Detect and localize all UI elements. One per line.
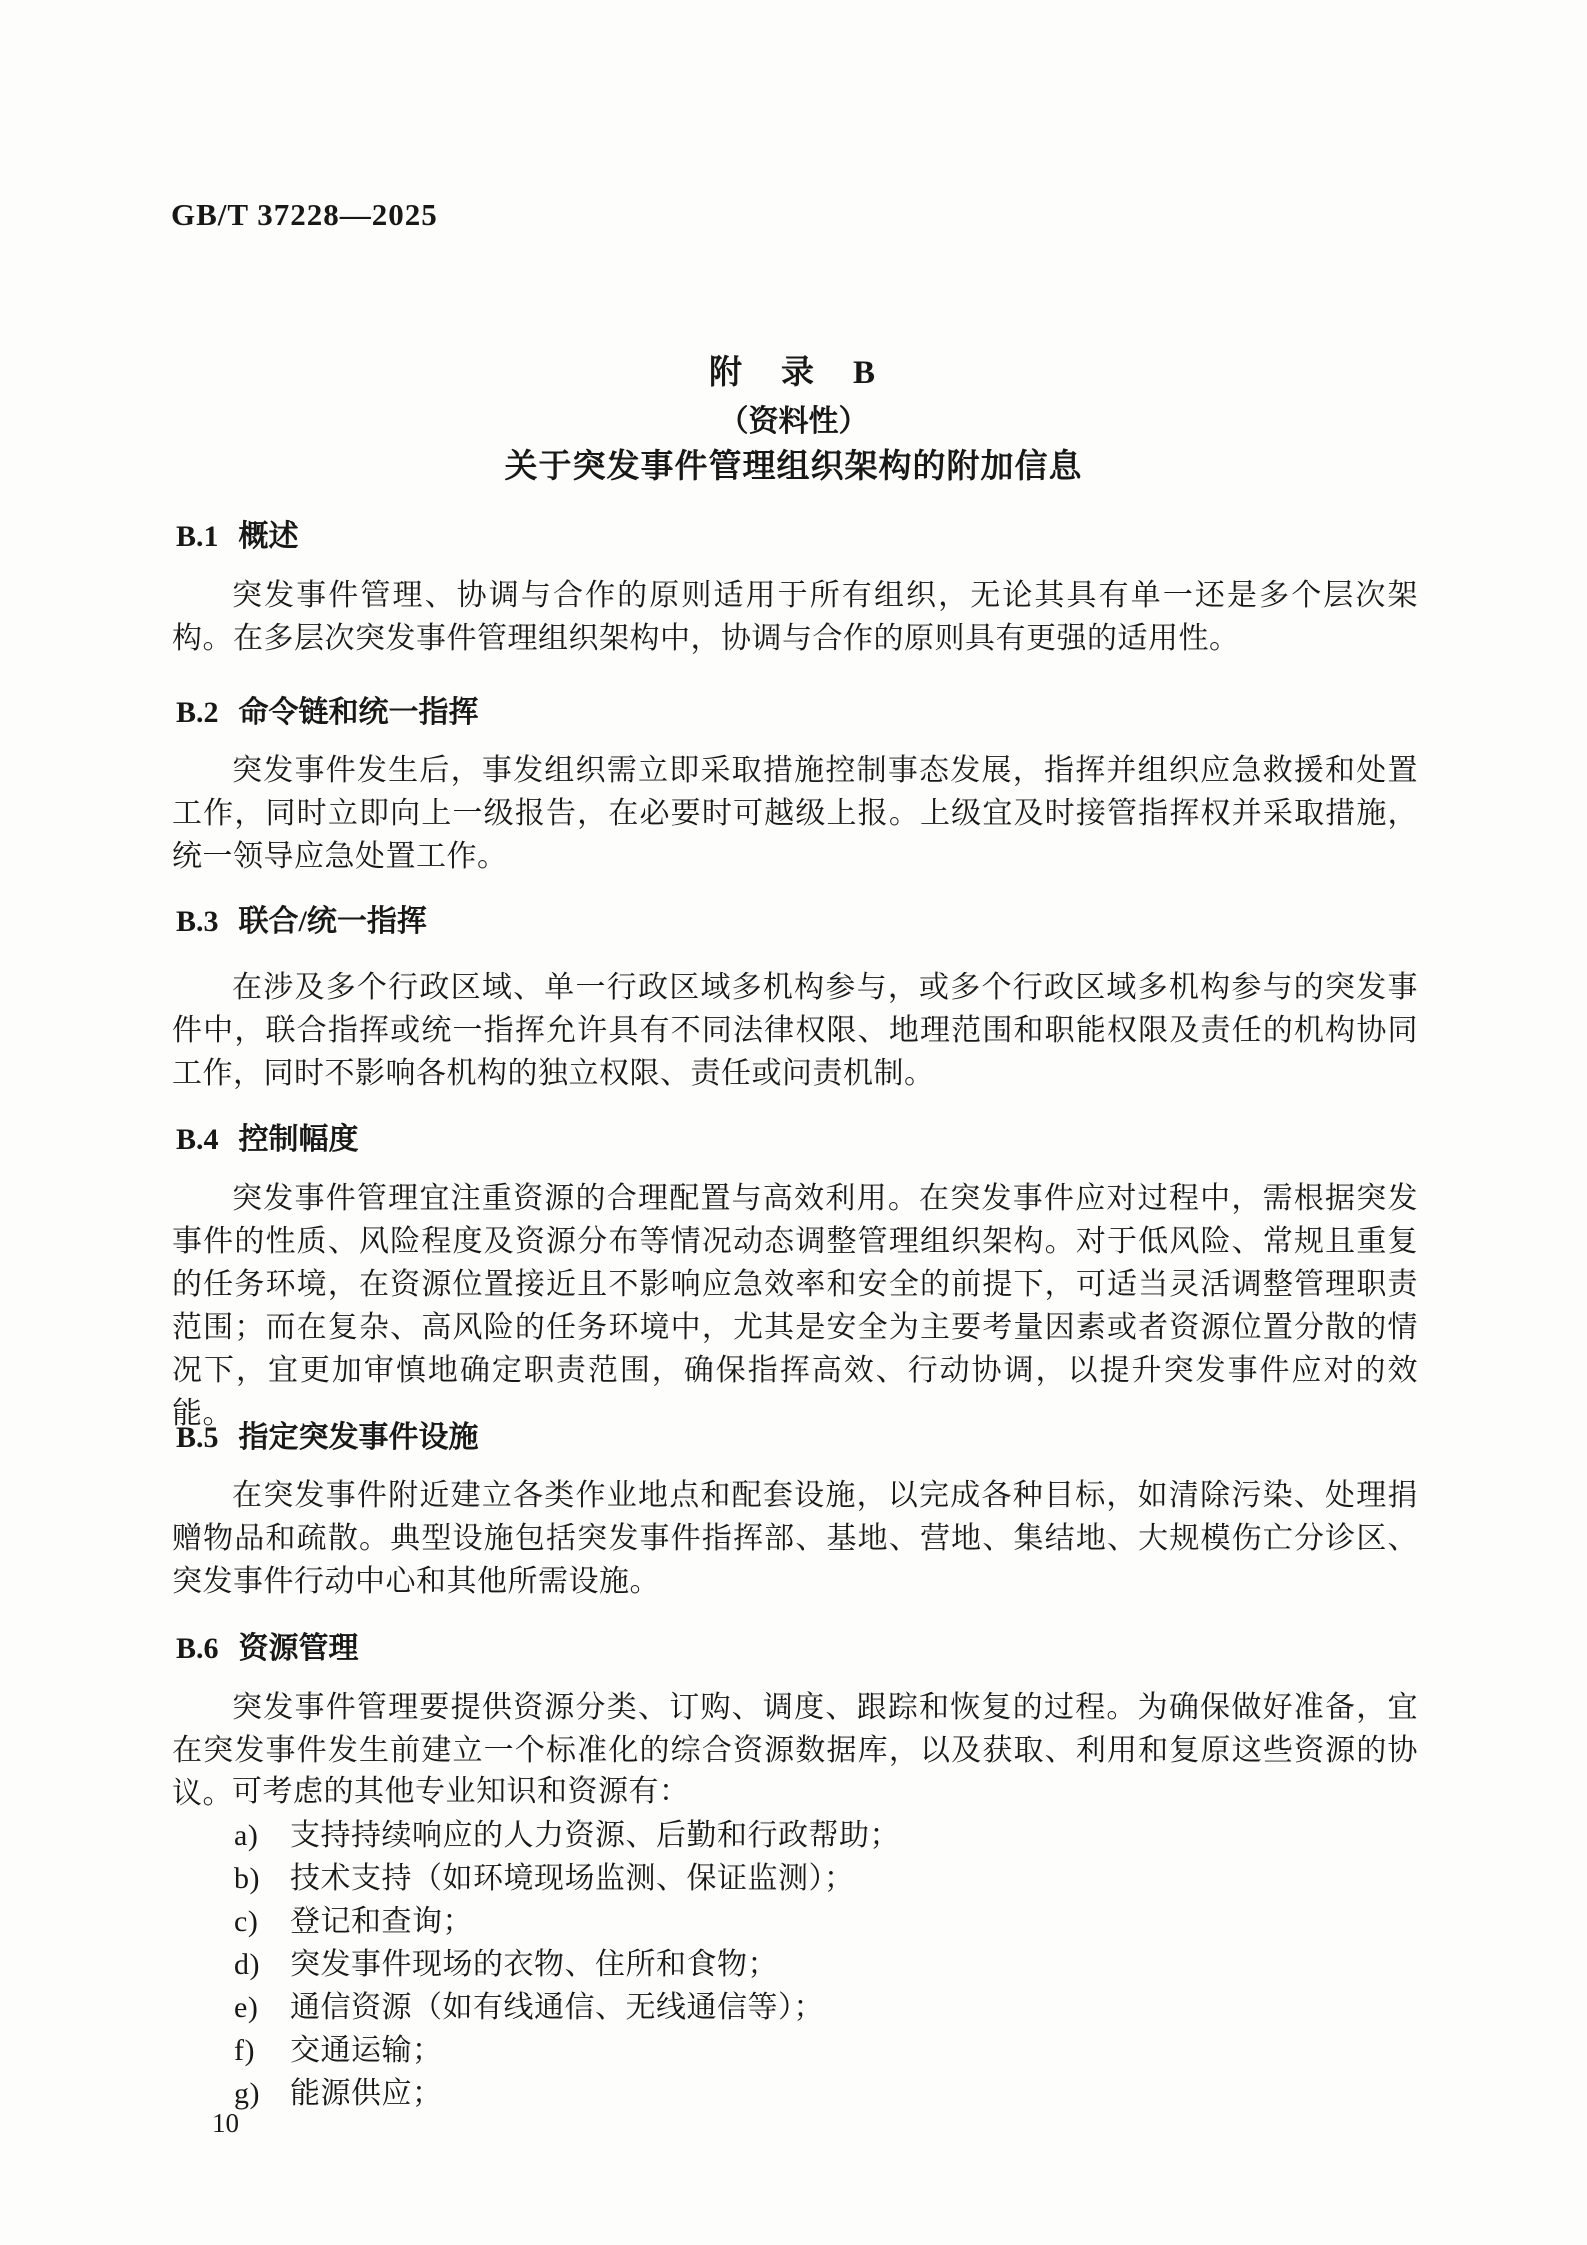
section-title: 概述 — [238, 520, 299, 553]
section-title: 资源管理 — [238, 1632, 359, 1665]
section-number: B.1 — [176, 520, 219, 553]
list-item — [172, 1900, 1418, 1943]
paragraph-b6-list-lead: 可考虑的其他专业知识和资源有： — [232, 1775, 690, 1808]
section-number: B.3 — [176, 905, 219, 938]
list-item — [172, 2029, 1418, 2072]
paragraph-b4: 突发事件管理宜注重资源的合理配置与高效利用。在突发事件应对过程中，需根据突发事件的性质、风险程度及资源分布等情况动态调整管理组织架构。对于低风险、常规且重复的任务环境，在资源位置接近且不影响应急效率和安全的前提下，可适当灵活调整管理职责范围；而在复杂、高风险的任务环境中，尤其是安全为主要考量因素或者资源位置分散的情况下，宜更加审慎地确定职责范围，确保指挥高效、行动协调，以提升突发事件应对的效能。 — [172, 1182, 1418, 1430]
section-title: 命令链和统一指挥 — [238, 696, 479, 729]
page-number: 10 — [212, 2108, 239, 2138]
standard-number: GB/T 37228—2025 — [171, 197, 438, 232]
list-item — [172, 1857, 1418, 1900]
section-number: B.4 — [176, 1123, 219, 1156]
list-text: 支持持续响应的人力资源、后勤和行政帮助； — [290, 1819, 900, 1852]
section-heading-b3 — [176, 896, 427, 940]
section-heading-b5 — [176, 1412, 479, 1456]
appendix-label: 附 录 B — [708, 355, 878, 391]
paragraph-b5: 在突发事件附近建立各类作业地点和配套设施，以完成各种目标，如清除污染、处理捐赠物品和疏散。典型设施包括突发事件指挥部、基地、营地、集结地、大规模伤亡分诊区、突发事件行动中心和其他所需设施。 — [172, 1479, 1418, 1598]
list-marker: f) — [234, 2034, 255, 2067]
section-title: 控制幅度 — [238, 1123, 359, 1156]
list-item — [172, 1986, 1418, 2029]
list-item — [172, 1943, 1418, 1986]
list-marker: b) — [234, 1862, 260, 1895]
paragraph-b6-intro: 突发事件管理要提供资源分类、订购、调度、跟踪和恢复的过程。为确保做好准备，宜在突发事件发生前建立一个标准化的综合资源数据库，以及获取、利用和复原这些资源的协议。 — [172, 1691, 1418, 1810]
appendix-type-note: （资料性） — [718, 405, 869, 438]
list-item — [172, 1814, 1418, 1857]
list-marker: d) — [234, 1948, 260, 1981]
section-number: B.5 — [176, 1421, 219, 1454]
list-text: 交通运输； — [290, 2034, 443, 2067]
section-heading-b6 — [176, 1623, 359, 1667]
section-heading-b2 — [176, 687, 479, 731]
paragraph-b1: 突发事件管理、协调与合作的原则适用于所有组织，无论其具有单一还是多个层次架构。在多层次突发事件管理组织架构中，协调与合作的原则具有更强的适用性。 — [172, 579, 1418, 655]
list-marker: a) — [234, 1819, 259, 1852]
section-title: 联合/统一指挥 — [238, 905, 427, 938]
paragraph-b2: 突发事件发生后，事发组织需立即采取措施控制事态发展，指挥并组织应急救援和处置工作，同时立即向上一级报告，在必要时可越级上报。上级宜及时接管指挥权并采取措施，统一领导应急处置工作。 — [172, 754, 1418, 873]
list-text: 通信资源（如有线通信、无线通信等）； — [290, 1991, 824, 2024]
list-marker: e) — [234, 1991, 259, 2024]
appendix-title: 关于突发事件管理组织架构的附加信息 — [504, 449, 1083, 485]
section-heading-b4 — [176, 1114, 359, 1158]
paragraph-b3: 在涉及多个行政区域、单一行政区域多机构参与，或多个行政区域多机构参与的突发事件中，联合指挥或统一指挥允许具有不同法律权限、地理范围和职能权限及责任的机构协同工作，同时不影响各机构的独立权限、责任或问责机制。 — [172, 971, 1418, 1090]
list-marker: g) — [234, 2077, 260, 2110]
list-item — [172, 2072, 1418, 2115]
list-text: 突发事件现场的衣物、住所和食物； — [290, 1948, 778, 1981]
list-marker: c) — [234, 1905, 259, 1938]
section-heading-b1 — [176, 511, 299, 555]
list-text: 技术支持（如环境现场监测、保证监测）； — [290, 1862, 855, 1895]
list-text: 登记和查询； — [290, 1905, 473, 1938]
section-number: B.2 — [176, 696, 219, 729]
section-title: 指定突发事件设施 — [238, 1421, 479, 1454]
resource-list — [172, 1814, 1418, 2115]
list-text: 能源供应； — [290, 2077, 443, 2110]
section-number: B.6 — [176, 1632, 219, 1665]
